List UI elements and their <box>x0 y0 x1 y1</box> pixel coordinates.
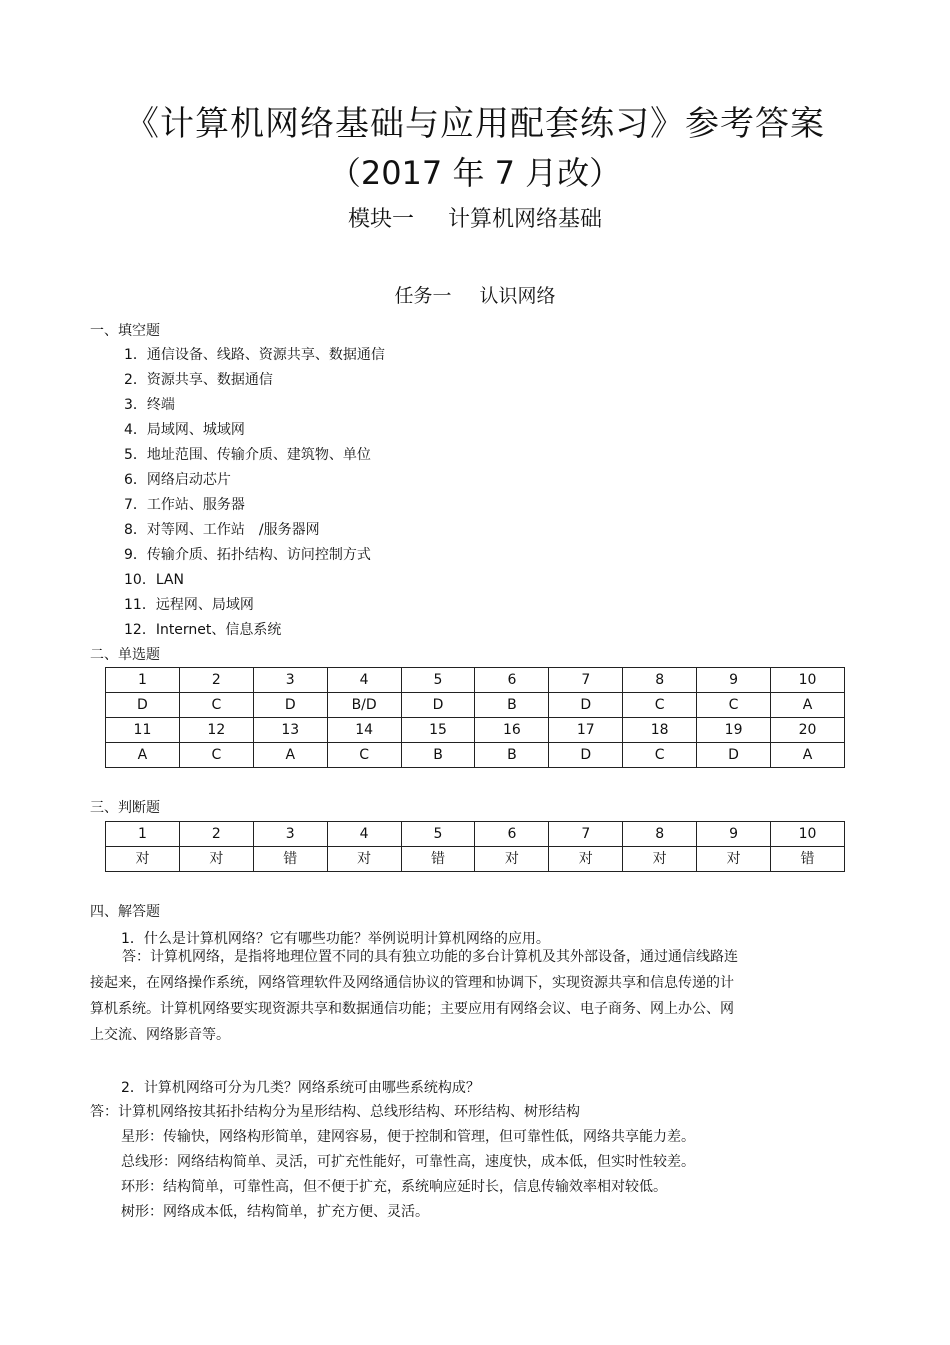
list-item: 8．对等网、工作站 /服务器网 <box>124 522 320 538</box>
module-label: 模块一 <box>347 207 414 232</box>
list-item: 11．远程网、局域网 <box>124 597 254 613</box>
table-cell: D <box>106 693 180 718</box>
table-cell: D <box>549 693 623 718</box>
table-cell: 10 <box>771 668 845 693</box>
answer-2-ring: 环形：结构简单，可靠性高，但不便于扩充，系统响应延时长，信息传输效率相对较低。 <box>121 1179 667 1195</box>
table-cell: 11 <box>106 718 180 743</box>
table-cell: 9 <box>697 822 771 847</box>
short-answer-heading: 四、解答题 <box>90 904 160 920</box>
table-cell: D <box>401 693 475 718</box>
list-item: 1．通信设备、线路、资源共享、数据通信 <box>124 347 385 363</box>
list-item: 5．地址范围、传输介质、建筑物、单位 <box>124 447 371 463</box>
answer-2-bus: 总线形：网络结构简单、灵活，可扩充性能好，可靠性高，速度快，成本低，但实时性较差。 <box>121 1154 695 1170</box>
table-cell: 1 <box>106 668 180 693</box>
table-cell: 8 <box>623 822 697 847</box>
question-2: 2．计算机网络可分为几类？网络系统可由哪些系统构成？ <box>121 1080 480 1096</box>
table-cell: 7 <box>549 668 623 693</box>
fill-blank-heading: 一、填空题 <box>90 323 160 339</box>
table-cell: 5 <box>401 668 475 693</box>
table-cell: 2 <box>179 822 253 847</box>
task-label: 任务一 <box>394 285 452 307</box>
table-cell: 对 <box>179 847 253 872</box>
table-cell: 7 <box>549 822 623 847</box>
list-item: 3．终端 <box>124 397 175 413</box>
table-cell: C <box>697 693 771 718</box>
table-cell: 12 <box>179 718 253 743</box>
table-cell: A <box>253 743 327 768</box>
answer-1-line: 答：计算机网络，是指将地理位置不同的具有独立功能的多台计算机及其外部设备，通过通信线路连 <box>122 949 738 965</box>
table-cell: 6 <box>475 668 549 693</box>
list-item: 2．资源共享、数据通信 <box>124 372 273 388</box>
table-cell: 对 <box>475 847 549 872</box>
answer-1 <box>90 944 790 1048</box>
document-title: 《计算机网络基础与应用配套练习》参考答案 <box>125 104 825 144</box>
single-choice-heading: 二、单选题 <box>90 647 160 663</box>
table-cell: B <box>401 743 475 768</box>
table-cell: 6 <box>475 822 549 847</box>
module-name: 计算机网络基础 <box>448 207 603 232</box>
true-false-table <box>105 821 845 872</box>
table-cell: 14 <box>327 718 401 743</box>
table-cell: 2 <box>179 668 253 693</box>
table-cell: C <box>623 743 697 768</box>
table-cell: 对 <box>327 847 401 872</box>
table-row <box>106 743 845 768</box>
table-cell: 1 <box>106 822 180 847</box>
list-item: 6．网络启动芯片 <box>124 472 231 488</box>
list-item: 9．传输介质、拓扑结构、访问控制方式 <box>124 547 371 563</box>
answer-2-intro: 答：计算机网络按其拓扑结构分为星形结构、总线形结构、环形结构、树形结构 <box>90 1104 580 1120</box>
table-cell: 19 <box>697 718 771 743</box>
table-row <box>106 822 845 847</box>
module-heading <box>0 202 950 233</box>
true-false-heading: 三、判断题 <box>90 800 160 816</box>
table-cell: 13 <box>253 718 327 743</box>
table-cell: 4 <box>327 822 401 847</box>
table-row <box>106 693 845 718</box>
list-item: 4．局域网、城域网 <box>124 422 245 438</box>
table-cell: 3 <box>253 668 327 693</box>
table-cell: D <box>549 743 623 768</box>
answer-1-line: 算机系统。计算机网络要实现资源共享和数据通信功能；主要应用有网络会议、电子商务、网上办公、网 <box>90 1001 734 1017</box>
table-cell: 9 <box>697 668 771 693</box>
table-cell: C <box>327 743 401 768</box>
table-cell: B <box>475 693 549 718</box>
list-item: 7．工作站、服务器 <box>124 497 245 513</box>
table-cell: B/D <box>327 693 401 718</box>
table-cell: 对 <box>549 847 623 872</box>
single-choice-table <box>105 667 845 768</box>
table-cell: 4 <box>327 668 401 693</box>
table-cell: 对 <box>697 847 771 872</box>
table-cell: 5 <box>401 822 475 847</box>
table-cell: 10 <box>771 822 845 847</box>
task-name: 认识网络 <box>479 285 556 307</box>
table-cell: 20 <box>771 718 845 743</box>
table-cell: C <box>179 743 253 768</box>
table-cell: 18 <box>623 718 697 743</box>
answer-2-tree: 树形：网络成本低，结构简单，扩充方便、灵活。 <box>121 1204 429 1220</box>
answer-1-line: 上交流、网络影音等。 <box>90 1027 230 1043</box>
answer-2-star: 星形：传输快，网络构形简单，建网容易，便于控制和管理，但可靠性低，网络共享能力差。 <box>121 1129 695 1145</box>
table-cell: 对 <box>623 847 697 872</box>
table-cell: 错 <box>771 847 845 872</box>
table-cell: 15 <box>401 718 475 743</box>
table-cell: 8 <box>623 668 697 693</box>
table-row <box>106 718 845 743</box>
task-heading <box>0 281 950 308</box>
table-row <box>106 668 845 693</box>
list-item: 12．Internet、信息系统 <box>124 622 282 638</box>
table-cell: 16 <box>475 718 549 743</box>
answer-1-line: 接起来，在网络操作系统，网络管理软件及网络通信协议的管理和协调下，实现资源共享和信息传递的计 <box>90 975 734 991</box>
table-cell: 3 <box>253 822 327 847</box>
table-cell: 对 <box>106 847 180 872</box>
table-cell: A <box>106 743 180 768</box>
fill-blank-list <box>124 344 385 644</box>
table-cell: 错 <box>253 847 327 872</box>
question-1: 1．什么是计算机网络？它有哪些功能？举例说明计算机网络的应用。 <box>121 931 550 947</box>
table-cell: B <box>475 743 549 768</box>
table-cell: D <box>697 743 771 768</box>
table-cell: 错 <box>401 847 475 872</box>
table-cell: A <box>771 743 845 768</box>
list-item: 10．LAN <box>124 572 184 588</box>
table-cell: 17 <box>549 718 623 743</box>
table-cell: C <box>623 693 697 718</box>
table-row <box>106 847 845 872</box>
document-subtitle: （2017 年 7 月改） <box>328 154 622 192</box>
table-cell: A <box>771 693 845 718</box>
table-cell: C <box>179 693 253 718</box>
table-cell: D <box>253 693 327 718</box>
